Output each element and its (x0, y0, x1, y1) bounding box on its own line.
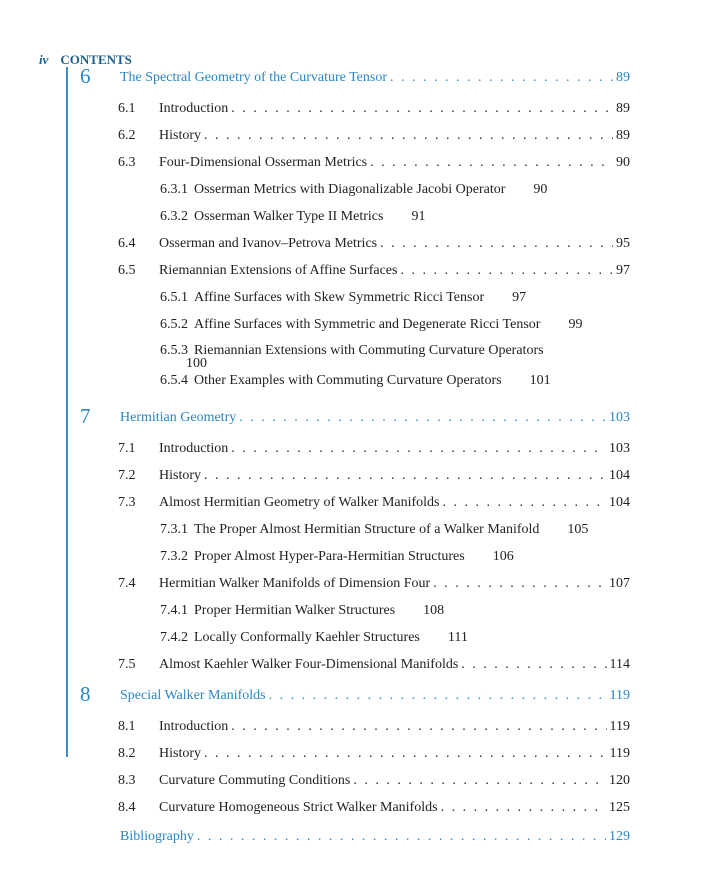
subsection-title: Other Examples with Commuting Curvature Operators (194, 373, 502, 388)
section-title: Riemannian Extensions of Affine Surfaces (159, 263, 398, 278)
subsection-page: 101 (529, 373, 551, 388)
toc-subsection[interactable] (160, 603, 444, 619)
toc-section[interactable] (118, 101, 630, 117)
chapter-page: 119 (609, 688, 630, 703)
subsection-page: 108 (423, 603, 445, 618)
subsection-title: Riemannian Extensions with Commuting Curvature Operators (194, 343, 544, 358)
section-title: Introduction (159, 719, 229, 734)
section-title: History (159, 746, 201, 761)
subsection-title: Affine Surfaces with Symmetric and Degenerate Ricci Tensor (194, 317, 541, 332)
subsection-title: Affine Surfaces with Skew Symmetric Ricci Tensor (194, 290, 485, 305)
section-page: 104 (609, 495, 630, 510)
toc-subsection[interactable] (160, 317, 582, 333)
subsection-number: 6.5.3 (160, 343, 188, 358)
section-number: 8.3 (118, 773, 136, 788)
chapter-title: The Spectral Geometry of the Curvature Tensor (120, 70, 388, 85)
subsection-title: The Proper Almost Hermitian Structure of a Walker Manifold (194, 522, 540, 537)
subsection-number: 6.5.2 (160, 317, 188, 332)
subsection-number: 6.3.1 (160, 182, 188, 197)
section-number: 6.3 (118, 155, 136, 170)
toc-subsection[interactable] (160, 344, 580, 370)
toc-subsection[interactable] (160, 630, 468, 646)
section-number: 6.2 (118, 128, 136, 143)
toc-section[interactable] (118, 468, 630, 484)
subsection-title: Osserman Walker Type II Metrics (194, 209, 384, 224)
section-page: 104 (609, 468, 630, 483)
section-number: 6.5 (118, 263, 136, 278)
section-number: 8.4 (118, 800, 136, 815)
chapter-title: Bibliography (120, 829, 194, 844)
section-title: History (159, 128, 201, 143)
section-page: 114 (609, 657, 630, 672)
chapter-number: 7 (80, 404, 91, 428)
subsection-number: 6.5.1 (160, 290, 188, 305)
section-page: 97 (616, 263, 630, 278)
section-number: 7.3 (118, 495, 136, 510)
section-number: 6.4 (118, 236, 136, 251)
section-title: Four-Dimensional Osserman Metrics (159, 155, 368, 170)
toc-section[interactable] (118, 236, 630, 252)
section-number: 7.4 (118, 576, 136, 591)
section-page: 89 (616, 128, 630, 143)
section-title: Introduction (159, 441, 229, 456)
toc-section[interactable] (118, 746, 630, 762)
section-title: History (159, 468, 201, 483)
section-page: 125 (609, 800, 630, 815)
subsection-number: 6.3.2 (160, 209, 188, 224)
toc-subsection[interactable] (160, 290, 526, 306)
chapter-page: 89 (616, 70, 630, 85)
subsection-page: 91 (411, 209, 426, 224)
section-page: 90 (616, 155, 630, 170)
toc-subsection[interactable] (160, 373, 551, 389)
subsection-page: 97 (512, 290, 527, 305)
subsection-number: 7.4.1 (160, 603, 188, 618)
chapter-title: Special Walker Manifolds (120, 688, 266, 703)
subsection-page: 100 (186, 356, 207, 371)
toc-subsection[interactable] (160, 182, 547, 198)
toc-section[interactable] (118, 719, 630, 735)
toc-chapter-6[interactable] (80, 64, 630, 88)
subsection-number: 7.3.1 (160, 522, 188, 537)
subsection-title: Osserman Metrics with Diagonalizable Jacobi Operator (194, 182, 506, 197)
section-number: 8.1 (118, 719, 136, 734)
section-page: 107 (609, 576, 630, 591)
toc-section[interactable] (118, 773, 630, 789)
section-page: 119 (609, 719, 630, 734)
chapter-number: 6 (80, 64, 91, 88)
toc-chapter-8[interactable] (80, 682, 630, 706)
toc-section[interactable] (118, 155, 630, 171)
running-head-label: CONTENTS (60, 52, 132, 67)
subsection-page: 99 (568, 317, 583, 332)
section-number: 7.2 (118, 468, 136, 483)
toc-section[interactable] (118, 657, 630, 673)
section-title: Almost Kaehler Walker Four-Dimensional Manifolds (159, 657, 459, 672)
toc-subsection[interactable] (160, 522, 588, 538)
section-page: 95 (616, 236, 630, 251)
section-title: Osserman and Ivanov–Petrova Metrics (159, 236, 378, 251)
subsection-number: 6.5.4 (160, 373, 188, 388)
toc-subsection[interactable] (160, 549, 514, 565)
subsection-title: Proper Hermitian Walker Structures (194, 603, 396, 618)
subsection-number: 7.4.2 (160, 630, 188, 645)
subsection-title: Locally Conformally Kaehler Structures (194, 630, 420, 645)
chapter-page: 103 (609, 410, 630, 425)
section-title: Almost Hermitian Geometry of Walker Manifolds (159, 495, 440, 510)
toc-section[interactable] (118, 495, 630, 511)
toc-chapter-7[interactable] (80, 404, 630, 428)
section-number: 7.5 (118, 657, 136, 672)
subsection-page: 105 (567, 522, 589, 537)
section-number: 6.1 (118, 101, 136, 116)
chapter-number: 8 (80, 682, 91, 706)
chapter-title: Hermitian Geometry (120, 410, 237, 425)
section-page: 103 (609, 441, 630, 456)
toc-section[interactable] (118, 800, 630, 816)
section-title: Introduction (159, 101, 229, 116)
section-title: Curvature Commuting Conditions (159, 773, 351, 788)
section-page: 119 (609, 746, 630, 761)
subsection-title: Proper Almost Hyper-Para-Hermitian Structures (194, 549, 465, 564)
section-title: Hermitian Walker Manifolds of Dimension Four (159, 576, 431, 591)
section-title: Curvature Homogeneous Strict Walker Manifolds (159, 800, 438, 815)
section-page: 89 (616, 101, 630, 116)
toc-section[interactable] (118, 576, 630, 592)
margin-rule (66, 67, 68, 757)
toc-section[interactable] (118, 128, 630, 144)
section-number: 8.2 (118, 746, 136, 761)
subsection-number: 7.3.2 (160, 549, 188, 564)
chapter-page: 129 (609, 829, 630, 844)
subsection-page: 106 (492, 549, 514, 564)
section-page: 120 (609, 773, 630, 788)
subsection-page: 111 (447, 630, 468, 645)
subsection-page: 90 (533, 182, 548, 197)
toc-bibliography[interactable] (84, 829, 630, 845)
page-number: iv (39, 52, 49, 67)
toc-section[interactable] (118, 263, 630, 279)
toc-section[interactable] (118, 441, 630, 457)
toc-subsection[interactable] (160, 209, 425, 225)
section-number: 7.1 (118, 441, 136, 456)
